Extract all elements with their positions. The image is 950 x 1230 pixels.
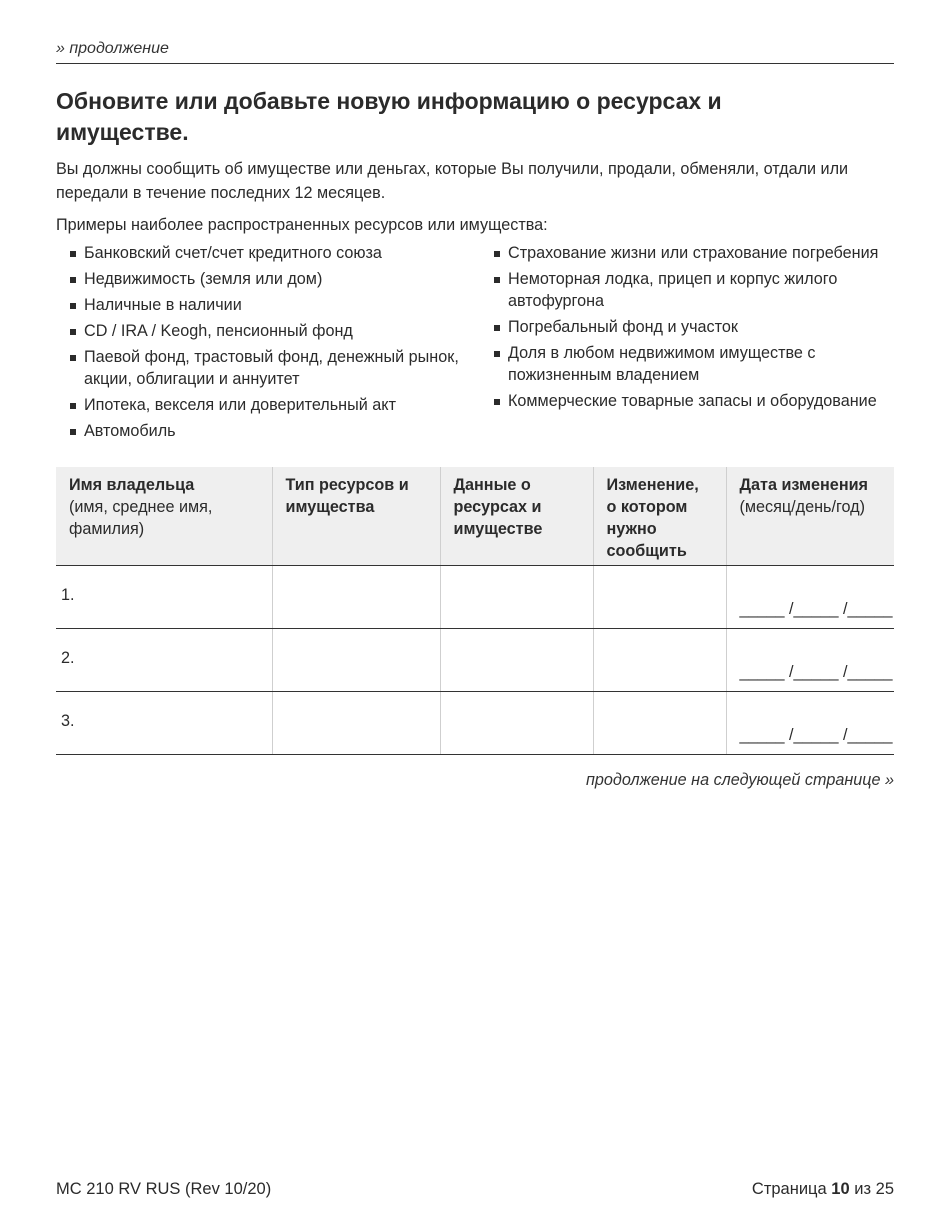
asset-details-cell[interactable]	[440, 629, 593, 692]
list-item: Страхование жизни или страхование погребения	[494, 242, 894, 264]
assets-table	[56, 467, 894, 755]
list-item: Недвижимость (земля или дом)	[70, 268, 470, 290]
col-change: Изменение, о котором нужно сообщить	[593, 467, 726, 566]
change-date-cell[interactable]: _____ /_____ /_____	[726, 692, 894, 755]
asset-details-cell[interactable]	[440, 566, 593, 629]
bullet-square-icon	[494, 399, 500, 405]
bullet-square-icon	[494, 325, 500, 331]
owner-name-cell[interactable]: 1.	[56, 566, 272, 629]
bullet-square-icon	[70, 277, 76, 283]
list-item: Доля в любом недвижимом имуществе с пожизненным владением	[494, 342, 894, 386]
bullet-square-icon	[494, 351, 500, 357]
asset-details-cell[interactable]	[440, 692, 593, 755]
bullet-square-icon	[70, 403, 76, 409]
form-id: MC 210 RV RUS (Rev 10/20)	[56, 1180, 272, 1198]
bullet-square-icon	[70, 355, 76, 361]
list-item: Наличные в наличии	[70, 294, 470, 316]
asset-type-cell[interactable]	[272, 692, 440, 755]
bullet-square-icon	[70, 303, 76, 309]
page-title: Обновите или добавьте новую информацию о ресурсах и имуществе.	[56, 88, 722, 145]
continuation-header: » продолжение	[56, 40, 894, 64]
list-item: Коммерческие товарные запасы и оборудование	[494, 390, 894, 412]
bullet-square-icon	[70, 429, 76, 435]
owner-name-cell[interactable]: 3.	[56, 692, 272, 755]
examples-label: Примеры наиболее распространенных ресурсов или имущества:	[56, 216, 548, 234]
list-item: Погребальный фонд и участок	[494, 316, 894, 338]
document-page	[56, 0, 894, 1230]
asset-type-cell[interactable]	[272, 566, 440, 629]
bullet-square-icon	[70, 251, 76, 257]
col-change-date: Дата изменения (месяц/день/год)	[726, 467, 894, 566]
table-header-row	[56, 467, 894, 566]
bullet-square-icon	[70, 329, 76, 335]
change-cell[interactable]	[593, 692, 726, 755]
asset-type-cell[interactable]	[272, 629, 440, 692]
change-date-cell[interactable]: _____ /_____ /_____	[726, 566, 894, 629]
col-asset-type: Тип ресурсов и имущества	[272, 467, 440, 566]
change-cell[interactable]	[593, 566, 726, 629]
continuation-footer: продолжение на следующей странице »	[585, 771, 894, 789]
bullet-square-icon	[494, 251, 500, 257]
page-number: Страница 10 из 25	[751, 1180, 894, 1198]
table-row	[56, 692, 894, 755]
change-date-cell[interactable]: _____ /_____ /_____	[726, 629, 894, 692]
list-item: CD / IRA / Keogh, пенсионный фонд	[70, 320, 470, 342]
table-row	[56, 629, 894, 692]
list-item: Автомобиль	[70, 420, 470, 442]
table-row	[56, 566, 894, 629]
bullet-square-icon	[494, 277, 500, 283]
intro-paragraph: Вы должны сообщить об имуществе или деньгах, которые Вы получили, продали, обменяли, отдали или передали в течение последних 12 месяцев.	[56, 160, 849, 202]
change-cell[interactable]	[593, 629, 726, 692]
list-item: Паевой фонд, трастовый фонд, денежный рынок, акции, облигации и аннуитет	[70, 346, 470, 390]
examples-list-right	[494, 242, 894, 416]
list-item: Банковский счет/счет кредитного союза	[70, 242, 470, 264]
examples-list-left	[70, 242, 470, 446]
col-owner-name: Имя владельца (имя, среднее имя, фамилия)	[56, 467, 272, 566]
col-asset-details: Данные о ресурсах и имуществе	[440, 467, 593, 566]
list-item: Ипотека, векселя или доверительный акт	[70, 394, 470, 416]
owner-name-cell[interactable]: 2.	[56, 629, 272, 692]
list-item: Немоторная лодка, прицеп и корпус жилого автофургона	[494, 268, 894, 312]
